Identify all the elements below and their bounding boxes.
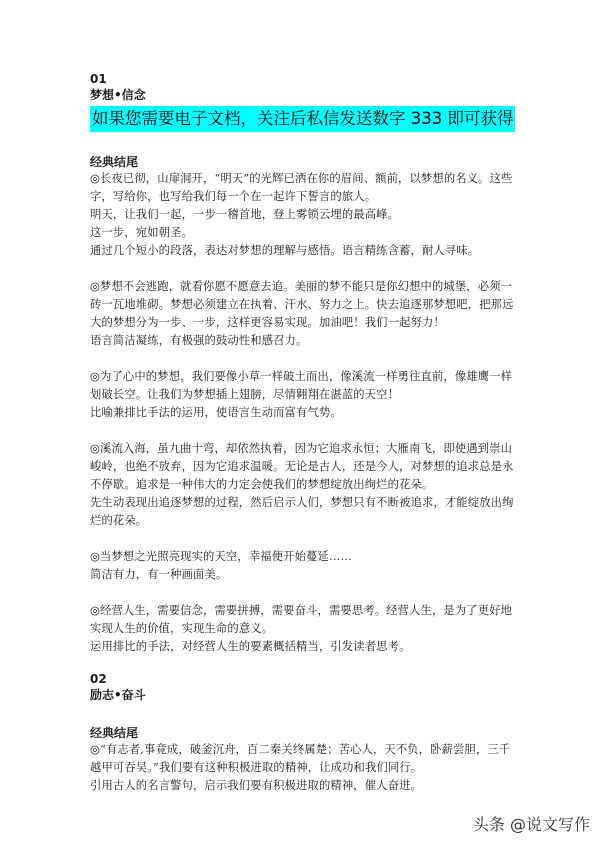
- subheading: 经典结尾: [90, 155, 139, 169]
- paragraph: ◎为了心中的梦想，我们要像小草一样破土而出，像溪流一样勇往直前，像雄鹰一样划破长空。让我们为梦想插上翅膀，尽情翱翔在湛蓝的天空！ 比喻兼排比手法的运用，使语言生动而富有气势。: [90, 370, 513, 419]
- document-page: [90, 72, 520, 795]
- watermark-text: 头条 @说文写作: [472, 815, 590, 834]
- section-title: 励志•奋斗: [90, 688, 146, 702]
- section-title: 梦想•信念: [90, 88, 146, 102]
- paragraph: ◎当梦想之光照亮现实的天空，幸福便开始蔓延…… 简洁有力，有一种画面美。: [90, 550, 352, 581]
- paragraph: ◎溪流入海，虽九曲十弯，却依然执着，因为它追求永恒；大雁南飞，即使遇到崇山峻岭，也绝不放弃，因为它追求温暖。无论是古人，还是今人，对梦想的追求总是永不停歇。追求是一种伟大的力定会使我们的梦想绽放出绚烂的花朵。 先生动表现出追逐梦想的过程，然后启示人们，梦想只有不断被追求，才能绽放出绚烂的花朵。: [90, 442, 514, 527]
- paragraph: ◎经营人生，需要信念，需要拼搏，需要奋斗，需要思考。经营人生，是为了更好地实现人生的价值，实现生命的意义。 运用排比的手法，对经营人生的要素概括精当，引发读者思考。: [90, 604, 513, 653]
- paragraph: ◎梦想不会逃跑，就看你愿不愿意去追。美丽的梦不能只是你幻想中的城堡，必须一砖一瓦地堆砌。梦想必须建立在执着、汗水、努力之上。快去追逐那梦想吧，把那远大的梦想分为一步、一步，这样更容易实现。加油吧！我们一起努力！ 语言简洁凝练，有极强的鼓动性和感召力。: [90, 280, 514, 347]
- paragraph: ◎长夜已彻，山扉洞开，“明天”的光辉已洒在你的眉间、额前，以梦想的名义。这些字，写给你，也写给我们每一个在一起许下誓言的旅人。 明天，让我们一起，一步一稽首地，登上雾锁云埋的最高峰。 这一步，宛如朝圣。 通过几个短小的段落，表达对梦想的理解与感悟。语言精练含蓄，耐人寻味。: [90, 172, 513, 257]
- subheading: 经典结尾: [90, 726, 139, 740]
- section-number: 01: [90, 72, 107, 86]
- paragraph: ◎“有志者,事竟成，破釜沉舟，百二秦关终属楚；苦心人，天不负，卧薪尝胆，三千越甲可吞吴。”我们要有这种积极进取的精神，让成功和我们同行。 引用古人的名言警句，启示我们要有积极进取的精神，催人奋进。: [90, 743, 511, 792]
- section-number: 02: [90, 672, 107, 686]
- promo-banner: 如果您需要电子文档，关注后私信发送数字 333 即可获得: [90, 106, 515, 132]
